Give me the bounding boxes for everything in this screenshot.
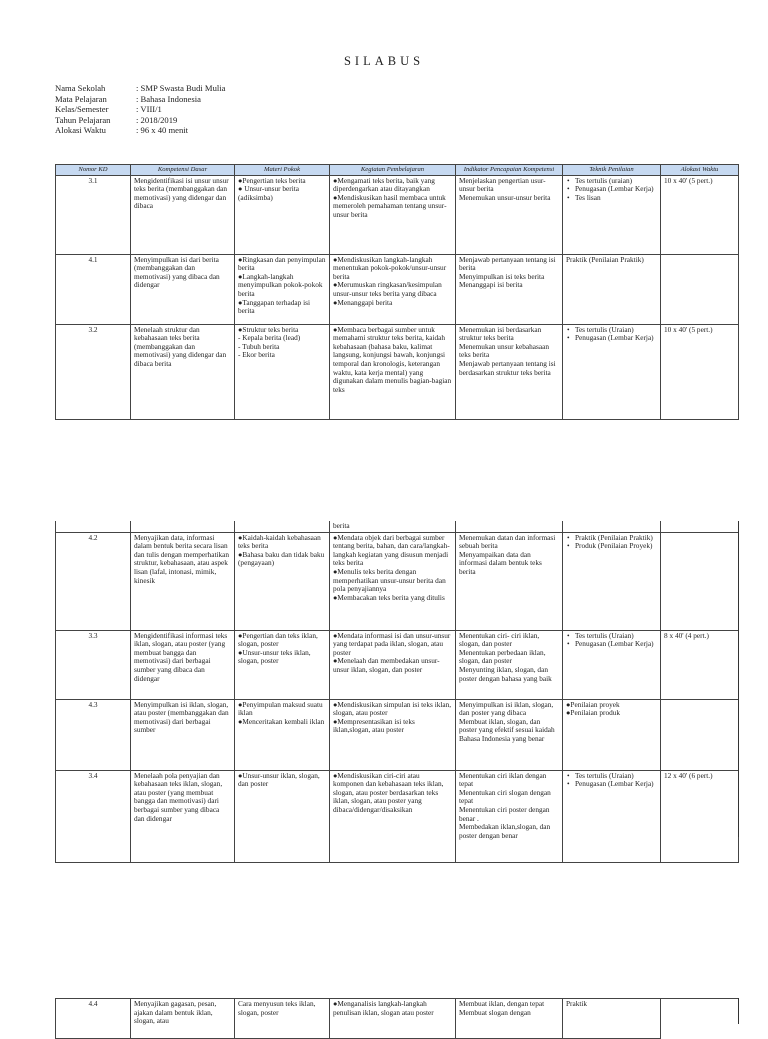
kegiatan-pembelajaran: ●Menganalisis langkah-langkah penulisan iklan, slogan atau poster <box>330 999 456 1039</box>
table-row <box>56 770 739 862</box>
indikator <box>456 175 563 254</box>
cell-line: • Penugasan (Lembar Kerja) <box>566 780 657 789</box>
materi-pokok: Cara menyusun teks iklan, slogan, poster <box>235 999 330 1039</box>
syllabus-table-page-1 <box>55 164 739 420</box>
cell-line: Menjawab pertanyaan tentang isi berdasarkan struktur teks berita <box>459 358 556 377</box>
cell-line: ●Unsur-unsur teks iklan, slogan, poster <box>238 647 311 666</box>
cell-line: Menemukan datan dan informasi sebuah berita <box>459 532 556 551</box>
teknik-penilaian: Praktik <box>563 999 661 1039</box>
cell-line: ●Menulis teks berita dengan memperhatikan unsur-unsur berita dan pola penyajiannya <box>333 566 446 594</box>
kompetensi-dasar: Mengidentifikasi isi unsur unsur teks berita (membanggakan dan memotivasi) yang didengar dan dibaca <box>131 175 235 254</box>
alokasi-waktu <box>661 699 739 770</box>
cell-line: ●Langkah-langkah menyimpulkan pokok-pokok berita <box>238 271 323 298</box>
cell-line: • Tes tertulis (Uraian) <box>566 772 657 781</box>
table-row-continuation <box>56 521 739 532</box>
info-row <box>55 94 225 105</box>
kd-number: 4.3 <box>56 699 131 770</box>
kompetensi-dasar: Menyimpulkan isi dari berita (membanggakan dan memotivasi) yang dibaca dan didengar <box>131 254 235 324</box>
kd-number: 4.2 <box>56 532 131 630</box>
column-header: Materi Pokok <box>235 165 330 176</box>
column-header: Alokasi Waktu <box>661 165 739 176</box>
kompetensi-dasar: Menelaah struktur dan kebahasaan teks berita (membanggakan dan memotivasi) yang didengar dan dibaca berita <box>131 324 235 419</box>
cell-line: ●Struktur teks berita <box>238 324 299 334</box>
cell-line: Menemukan unsur-unsur berita <box>459 192 551 202</box>
kd-number: 4.1 <box>56 254 131 324</box>
kd-number: 3.4 <box>56 770 131 862</box>
info-value: : VIII/1 <box>136 104 162 115</box>
cell-line: ● Unsur-unsur berita (adiksimba) <box>238 184 300 202</box>
cell-line: ●Penyimpulan maksud suatu iklan <box>238 699 323 718</box>
teknik-penilaian <box>563 770 661 862</box>
cell-line: Menentukan perbedaan iklan, slogan, dan poster <box>459 647 546 666</box>
continuation-cell <box>131 521 235 532</box>
cell-line: ●Membaca berbagai sumber untuk memahami struktur teks berita, kaidah kebahasaan (bahasa baku, kalimat langsung, konjungsi bawah, konjungsi temporal dan kronologis, keterangan waktu, kata kerja mental) yang digunakan dalam menulis bagian-bagian teks <box>333 324 452 394</box>
cell-line: ●Kaidah-kaidah kebahasaan teks berita <box>238 532 321 551</box>
alokasi-waktu <box>661 532 739 630</box>
kompetensi-dasar: Menyimpulkan isi iklan, slogan, atau poster (membanggakan dan memotivasi) dari berbagai sumber <box>131 699 235 770</box>
cell-line: ●Mengamati teks berita, baik yang diperdengarkan atau ditayangkan <box>333 175 435 194</box>
cell-line: Menentukan ciri poster dengan benar . <box>459 804 550 823</box>
alokasi-waktu: 8 x 40' (4 pert.) <box>661 630 739 699</box>
cell-line: ●Pengertian teks berita <box>238 175 306 185</box>
cell-line: • Tes tertulis (uraian) <box>566 177 657 186</box>
materi-pokok <box>235 254 330 324</box>
info-value: : Bahasa Indonesia <box>136 93 201 104</box>
cell-line: ●Bahasa baku dan tidak baku (pengayaan) <box>238 549 325 568</box>
info-row <box>55 83 225 94</box>
cell-line: Menjawab pertanyaan tentang isi berita <box>459 254 556 273</box>
indikator <box>456 254 563 324</box>
kegiatan-pembelajaran <box>330 532 456 630</box>
info-value: : 2018/2019 <box>136 114 178 125</box>
cell-line: ●Menanggapi berita <box>333 297 393 307</box>
cell-line: • Tes tertulis (Uraian) <box>566 632 657 641</box>
cell-line: Membuat iklan, slogan, dan poster yang efektif sesuai kaidah Bahasa Indonesia yang benar <box>459 716 555 743</box>
info-label: Mata Pelajaran <box>55 93 107 104</box>
cell-line: Menentukan ciri slogan dengan tepat <box>459 787 551 806</box>
kompetensi-dasar: Mengidentifikasi informasi teks iklan, slogan, atau poster (yang membuat bangga dan memotivasi) dari berbagai sumber yang dibaca dan didengar <box>131 630 235 699</box>
table-row <box>56 254 739 324</box>
cell-line: Membedakan iklan,slogan, dan poster dengan benar <box>459 822 551 840</box>
info-value: : SMP Swasta Budi Mulia <box>136 83 226 93</box>
cell-line: ●Unsur-unsur iklan, slogan, dan poster <box>238 770 320 789</box>
cell-line: Menemukan isi berdasarkan struktur teks berita <box>459 324 542 343</box>
indikator <box>456 999 563 1039</box>
cell-line: • Produk (Penilaian Proyek) <box>566 542 657 551</box>
cell-line: • Praktik (Penilaian Praktik) <box>566 534 657 543</box>
materi-pokok <box>235 699 330 770</box>
cell-line: ●Mendiskusikan langkah-langkah menentukan pokok-pokok/unsur-unsur berita <box>333 254 447 281</box>
info-label: Kelas/Semester <box>55 104 109 115</box>
cell-line: ●Menelaah dan membedakan unsur-unsur iklan, slogan, dan poster <box>333 656 440 674</box>
table-row <box>56 175 739 254</box>
teknik-penilaian <box>563 324 661 419</box>
continuation-cell: berita <box>330 521 456 532</box>
indikator <box>456 699 563 770</box>
cell-line: Menyampaikan data dan informasi dalam bentuk teks berita <box>459 549 542 576</box>
info-value: : 96 x 40 menit <box>136 125 189 136</box>
teknik-penilaian: Praktik (Penilaian Praktik) <box>563 254 661 324</box>
school-info <box>55 83 225 136</box>
indikator-item: Membuat iklan, dengan tepat <box>459 999 545 1008</box>
cell-line: ●Penilaian proyek <box>566 699 620 709</box>
cell-line: Menemukan unsur kebahasaan teks berita <box>459 341 549 360</box>
table-row <box>56 532 739 630</box>
cell-line: • Penugasan (Lembar Kerja) <box>566 334 657 343</box>
cell-line: - Kepala berita (lead) <box>238 333 301 343</box>
kompetensi-dasar: Menelaah pola penyajian dan kebahasaan teks iklan, slogan, atau poster (yang membuat bangga dan memotivasi) dari berbagai sumber yang dibaca dan didengar <box>131 770 235 862</box>
right-border-line <box>738 998 739 1024</box>
kd-number: 3.2 <box>56 324 131 419</box>
kompetensi-dasar: Menyajikan data, informasi dalam bentuk berita secara lisan dan tulis dengan memperhatikan struktur, kebahasaan, atau aspek lisan (lafal, intonasi, mimik, kinesik <box>131 532 235 630</box>
alokasi-waktu <box>661 254 739 324</box>
kd-number: 3.1 <box>56 175 131 254</box>
cell-line: ●Membacakan teks berita yang ditulis <box>333 592 445 602</box>
continuation-cell <box>235 521 330 532</box>
kegiatan-pembelajaran <box>330 254 456 324</box>
column-header: Indikator Pencapaian Kompetensi <box>456 165 563 176</box>
cell-line: ●Mendiskusikan hasil membaca untuk memeroleh pemahaman tentang unsur-unsur berita <box>333 192 447 219</box>
continuation-cell <box>563 521 661 532</box>
cell-line: • Penugasan (Lembar Kerja) <box>566 640 657 649</box>
indikator <box>456 324 563 419</box>
cell-line: • Tes lisan <box>566 194 657 203</box>
cell-line: ●Ringkasan dan penyimpulan berita <box>238 254 326 273</box>
continuation-cell <box>56 521 131 532</box>
cell-line: Menentukan ciri iklan dengan tepat <box>459 770 547 789</box>
cell-line: Menentukan ciri- ciri iklan, slogan, dan poster <box>459 630 540 649</box>
materi-pokok <box>235 630 330 699</box>
cell-line: ●Mendiskusikan ciri-ciri atau komponen dan kebahasaan teks iklan, slogan, atau poster berdasarkan teks iklan, slogan, atau poster yang dibaca/didengar/disaksikan <box>333 770 444 814</box>
cell-line: ●Mendata informasi isi dan unsur-unsur yang terdapat pada iklan, slogan, atau poster <box>333 630 451 657</box>
cell-line: ●Mendiskusikan simpulan isi teks iklan, slogan, atau poster <box>333 699 452 718</box>
table-row <box>56 999 739 1039</box>
table-row <box>56 324 739 419</box>
kd-number: 3.3 <box>56 630 131 699</box>
indikator <box>456 630 563 699</box>
cell-line: ●Tanggapan terhadap isi berita <box>238 297 310 316</box>
kegiatan-pembelajaran <box>330 175 456 254</box>
teknik-penilaian <box>563 630 661 699</box>
materi-pokok <box>235 324 330 419</box>
alokasi-waktu: 10 x 40' (5 pert.) <box>661 324 739 419</box>
cell-line: Menyimpulkan isi teks berita <box>459 271 545 281</box>
cell-line: Menyimpulkan isi iklan, slogan, dan poster yang dibaca <box>459 699 554 718</box>
right-border-line <box>738 521 739 837</box>
indikator <box>456 532 563 630</box>
column-header: Nomor KD <box>56 165 131 176</box>
kd-number: 4.4 <box>56 999 131 1039</box>
cell-line: Menanggapi isi berita <box>459 280 523 290</box>
info-label: Tahun Pelajaran <box>55 114 111 125</box>
table-row <box>56 699 739 770</box>
cell-line: ●Merumuskan ringkasan/kesimpulan unsur-unsur teks berita yang dibaca <box>333 280 442 298</box>
indikator-item: Membuat slogan dengan <box>459 1007 531 1017</box>
alokasi-waktu <box>661 999 739 1039</box>
column-header: Teknik Penilaian <box>563 165 661 176</box>
cell-line: ●Mempresentasikan isi teks iklan,slogan, atau poster <box>333 716 415 735</box>
materi-pokok <box>235 532 330 630</box>
kegiatan-pembelajaran <box>330 324 456 419</box>
cell-line: - Tubuh berita <box>238 341 280 351</box>
syllabus-table-page-2 <box>55 521 739 863</box>
column-header: Kegiatan Pembelajaran <box>330 165 456 176</box>
document-title: SILABUS <box>343 54 425 68</box>
continuation-cell <box>661 521 739 532</box>
info-label: Alokasi Waktu <box>55 125 106 136</box>
materi-pokok <box>235 175 330 254</box>
cell-line: • Tes tertulis (Uraian) <box>566 326 657 335</box>
cell-line: - Ekor berita <box>238 350 275 360</box>
cell-line: ●Pengertian dan teks iklan, slogan, poster <box>238 630 318 649</box>
info-row <box>55 104 225 115</box>
indikator <box>456 770 563 862</box>
column-header: Kompetensi Dasar <box>131 165 235 176</box>
teknik-penilaian <box>563 175 661 254</box>
continuation-cell <box>456 521 563 532</box>
cell-line: ●Mendata objek dari berbagai sumber tentang berita, bahan, dan cara/langkah-langkah kegiatan yang disusun menjadi teks berita <box>333 532 450 568</box>
cell-line: Menjelaskan pengertian usur-unsur berita <box>459 175 546 194</box>
alokasi-waktu: 10 x 40' (5 pert.) <box>661 175 739 254</box>
syllabus-table-page-3 <box>55 998 739 1039</box>
alokasi-waktu: 12 x 40' (6 pert.) <box>661 770 739 862</box>
kompetensi-dasar: Menyajikan gagasan, pesan, ajakan dalam bentuk iklan, slogan, atau <box>131 999 235 1039</box>
cell-line: Menyunting iklan, slogan, dan poster dengan bahasa yang baik <box>459 664 552 683</box>
kegiatan-pembelajaran <box>330 630 456 699</box>
teknik-penilaian <box>563 532 661 630</box>
info-row <box>55 115 225 126</box>
kegiatan-pembelajaran <box>330 699 456 770</box>
kegiatan-pembelajaran <box>330 770 456 862</box>
materi-pokok <box>235 770 330 862</box>
cell-line: ●Menceritakan kembali iklan <box>238 716 325 726</box>
info-row <box>55 125 225 136</box>
table-row <box>56 630 739 699</box>
cell-line: ●Penilaian produk <box>566 708 621 718</box>
cell-line: • Penugasan (Lembar Kerja) <box>566 185 657 194</box>
teknik-penilaian <box>563 699 661 770</box>
info-label: Nama Sekolah <box>55 83 106 93</box>
